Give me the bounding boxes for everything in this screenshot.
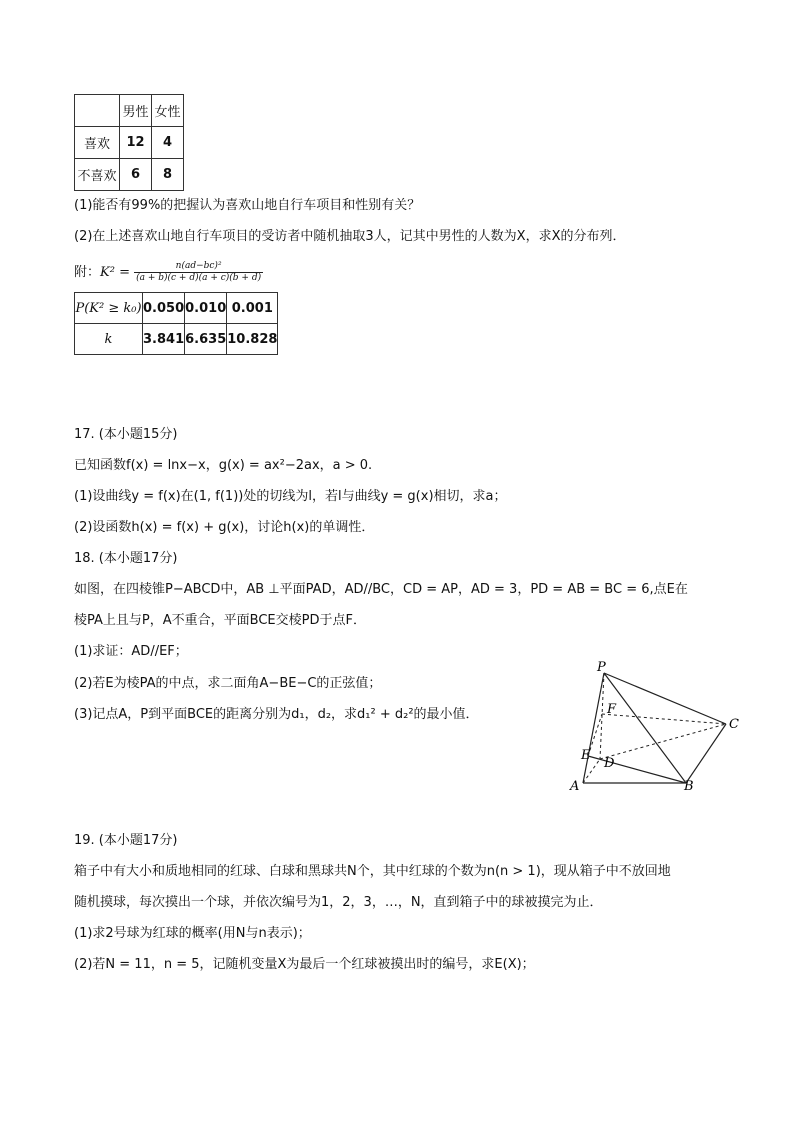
edge-EB — [588, 756, 686, 783]
q19-part2: (2)若N = 11，n = 5，记随机变量X为最后一个红球被摸出时的编号，求E(X)； — [74, 957, 535, 972]
formula-denominator: (a + b)(c + d)(a + c)(b + d) — [136, 273, 262, 283]
vertex-label-F: F — [607, 702, 617, 717]
table-row — [75, 293, 278, 324]
table-cell: 4 — [152, 127, 184, 159]
edge-FC-hidden — [602, 714, 726, 724]
pyramid-figure — [560, 655, 750, 800]
q18-part1: (1)求证：AD//EF； — [74, 644, 188, 659]
k-row-label: k — [75, 324, 143, 355]
q18-title: 18. (本小题17分) — [74, 551, 178, 566]
table-cell: 6 — [120, 159, 152, 191]
contingency-table — [74, 94, 184, 191]
critical-value-table — [74, 292, 278, 355]
q17-stem: 已知函数f(x) = lnx−x，g(x) = ax²−2ax，a > 0. — [74, 458, 373, 473]
table-row — [75, 95, 184, 127]
row-label: 不喜欢 — [75, 159, 120, 191]
q17-part1: (1)设曲线y = f(x)在(1, f(1))处的切线为l，若l与曲线y = g(x)相切，求a； — [74, 489, 507, 504]
header-female: 女性 — [152, 95, 184, 127]
vertex-label-B: B — [684, 779, 694, 794]
row-label: 喜欢 — [75, 127, 120, 159]
q16-part1: (1)能否有99%的把握认为喜欢山地自行车项目和性别有关？ — [74, 198, 421, 213]
header-male: 男性 — [120, 95, 152, 127]
edge-BC — [686, 724, 726, 783]
appendix-label: 附： — [74, 265, 101, 280]
vertex-label-P: P — [597, 660, 606, 675]
table-row — [75, 127, 184, 159]
table-cell: 6.635 — [185, 324, 227, 355]
vertex-label-C: C — [729, 717, 739, 732]
q17-part2: (2)设函数h(x) = f(x) + g(x)，讨论h(x)的单调性． — [74, 520, 375, 535]
table-cell: 0.010 — [185, 293, 227, 324]
edge-DC-hidden — [600, 724, 726, 759]
p-row-label: P(K² ≥ k₀) — [75, 293, 143, 324]
table-cell: 0.050 — [143, 293, 185, 324]
vertex-label-A: A — [570, 779, 580, 794]
q19-stem-line1: 箱子中有大小和质地相同的红球、白球和黑球共N个，其中红球的个数为n(n > 1)，现从箱子中不放回地 — [74, 864, 671, 879]
q19-stem-line2: 随机摸球，每次摸出一个球，并依次编号为1，2，3，…，N，直到箱子中的球被摸完为止． — [74, 895, 603, 910]
formula-numerator: n(ad−bc)² — [134, 261, 263, 273]
q18-part2: (2)若E为棱PA的中点，求二面角A−BE−C的正弦值； — [74, 676, 382, 691]
table-cell: 3.841 — [143, 324, 185, 355]
q18-part3: (3)记点A，P到平面BCE的距离分别为d₁，d₂，求d₁² + d₂²的最小值． — [74, 707, 479, 722]
q17-title: 17. (本小题15分) — [74, 427, 178, 442]
table-cell: 12 — [120, 127, 152, 159]
q19-part1: (1)求2号球为红球的概率(用N与n表示)； — [74, 926, 311, 941]
q19-title: 19. (本小题17分) — [74, 833, 178, 848]
vertex-label-D: D — [604, 756, 615, 771]
table-row — [75, 159, 184, 191]
table-cell: 0.001 — [227, 293, 278, 324]
edge-PA — [583, 673, 604, 783]
q18-stem-line1: 如图，在四棱锥P−ABCD中，AB ⊥平面PAD，AD//BC，CD = AP，AD = 3，PD = AB = BC = 6,点E在 — [74, 582, 688, 597]
formula-lhs: K² = — [100, 265, 130, 280]
q18-stem-line2: 棱PA上且与P，A不重合，平面BCE交棱PD于点F． — [74, 613, 366, 628]
formula-fraction — [134, 261, 263, 284]
vertex-label-E: E — [581, 748, 591, 763]
table-row — [75, 324, 278, 355]
table-cell: 10.828 — [227, 324, 278, 355]
table-cell: 8 — [152, 159, 184, 191]
q16-part2: (2)在上述喜欢山地自行车项目的受访者中随机抽取3人，记其中男性的人数为X，求X的分布列． — [74, 229, 626, 244]
k2-formula — [74, 261, 263, 284]
table-corner-cell — [75, 95, 120, 127]
